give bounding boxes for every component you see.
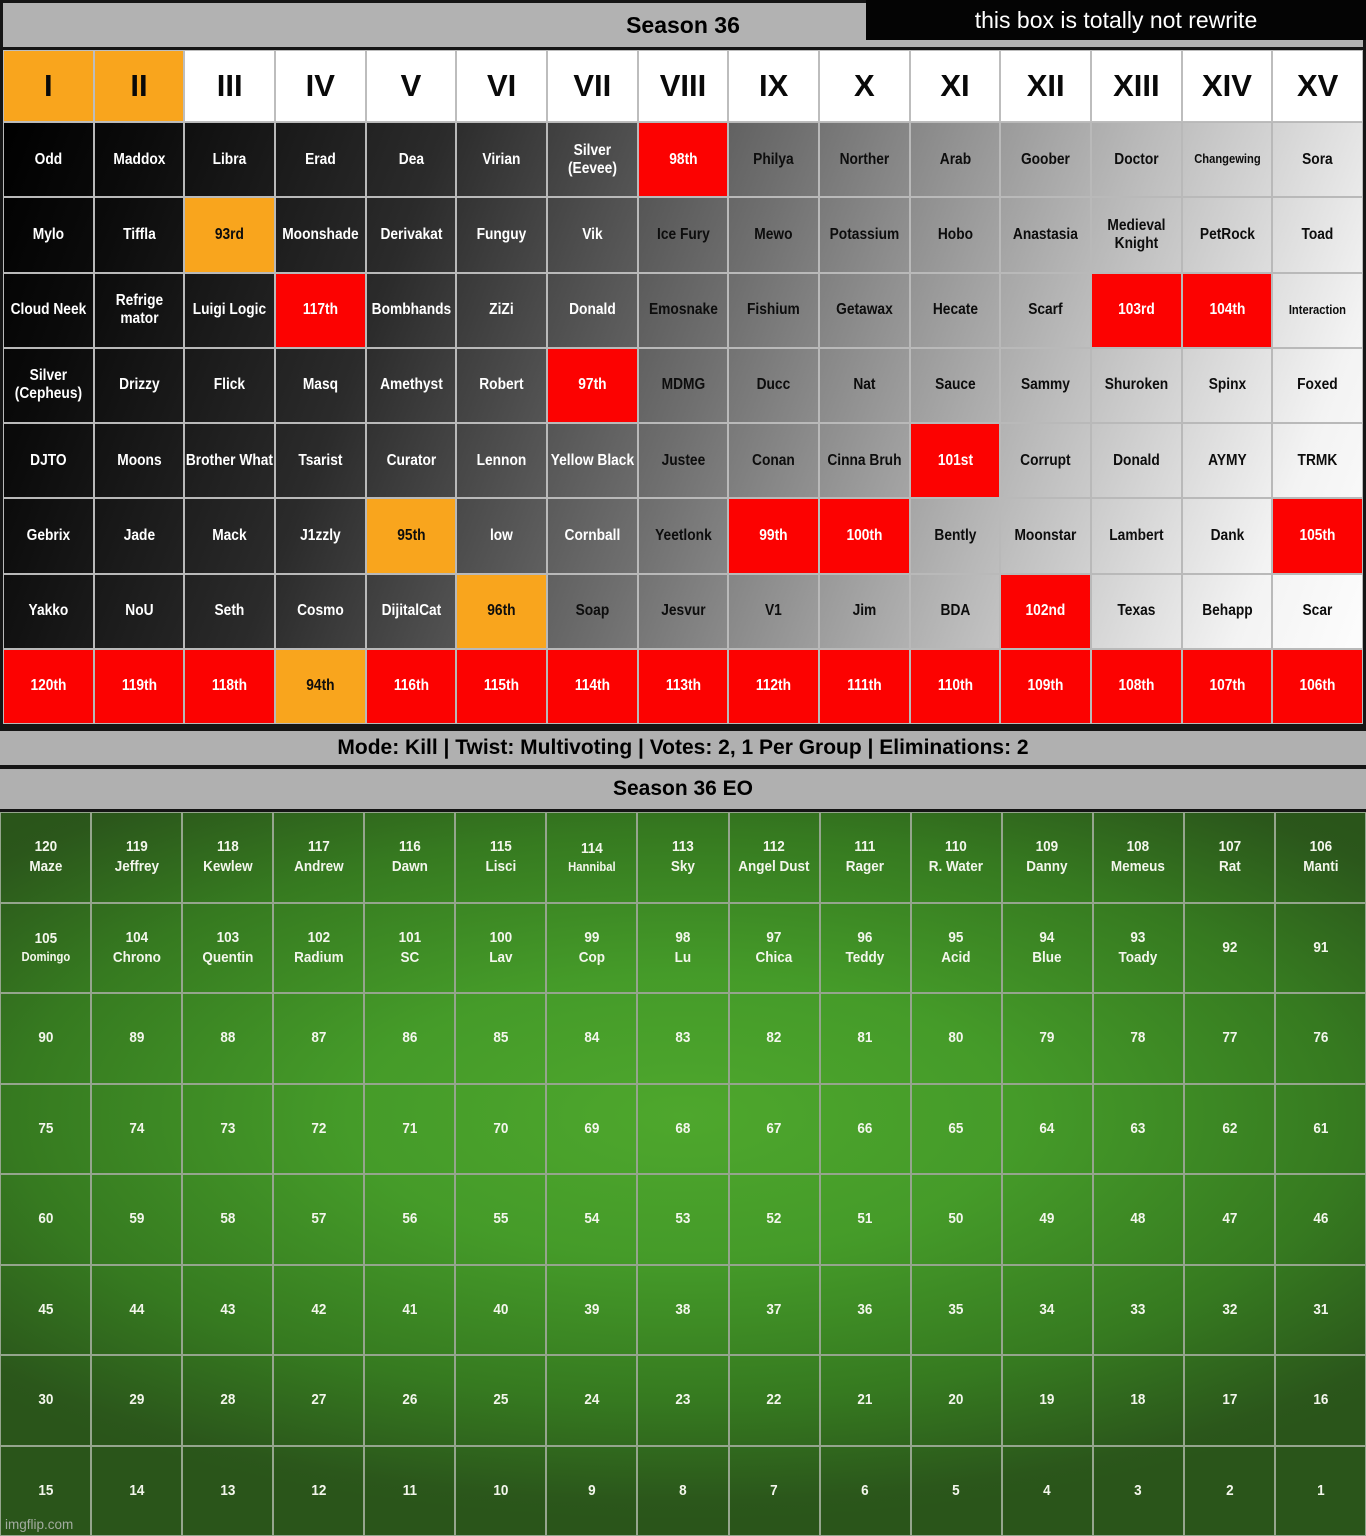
contestant-cell: Jesvur: [638, 574, 729, 649]
contestant-cell: Soap: [547, 574, 638, 649]
contestant-cell: Amethyst: [366, 348, 457, 423]
group-header-row: [3, 50, 1363, 122]
eo-rank-cell: 117 Andrew: [273, 812, 364, 903]
eo-rank-cell: 40: [455, 1265, 546, 1356]
eo-rank-cell: 28: [182, 1355, 273, 1446]
group-column-header: XII: [1000, 50, 1091, 122]
eo-rank-cell: 109 Danny: [1002, 812, 1093, 903]
contestant-cell: Libra: [184, 122, 275, 197]
eo-rank-cell: 19: [1002, 1355, 1093, 1446]
eo-rank-cell: 41: [364, 1265, 455, 1356]
placement-cell: 114th: [547, 649, 638, 724]
contestant-cell: Medieval Knight: [1091, 197, 1182, 272]
contestant-cell: Mewo: [728, 197, 819, 272]
placement-cell: 113th: [638, 649, 729, 724]
eo-rank-cell: 78: [1093, 993, 1184, 1084]
eo-rank-cell: 11: [364, 1446, 455, 1536]
placement-cell: 109th: [1000, 649, 1091, 724]
contestant-cell: Potassium: [819, 197, 910, 272]
eo-rank-cell: 69: [546, 1084, 637, 1175]
contestant-cell: Interaction: [1272, 273, 1363, 348]
mode-bar: [0, 727, 1366, 769]
eo-rank-cell: 64: [1002, 1084, 1093, 1175]
contestant-cell: Odd: [3, 122, 94, 197]
placement-cell: 104th: [1182, 273, 1273, 348]
group-column-header: XV: [1272, 50, 1363, 122]
contestant-cell: Lambert: [1091, 498, 1182, 573]
contestant-cell: Corrupt: [1000, 423, 1091, 498]
placement-cell: 103rd: [1091, 273, 1182, 348]
contestant-cell: NoU: [94, 574, 185, 649]
placement-cell: 115th: [456, 649, 547, 724]
eo-rank-cell: 100 Lav: [455, 903, 546, 994]
contestant-cell: Luigi Logic: [184, 273, 275, 348]
eo-rank-cell: 52: [729, 1174, 820, 1265]
contestant-cell: Scar: [1272, 574, 1363, 649]
contestant-cell: Philya: [728, 122, 819, 197]
placement-cell: 108th: [1091, 649, 1182, 724]
eo-rank-cell: 50: [911, 1174, 1002, 1265]
placement-cell: 105th: [1272, 498, 1363, 573]
placement-cell: 119th: [94, 649, 185, 724]
eo-rank-cell: 3: [1093, 1446, 1184, 1536]
contestant-cell: Bombhands: [366, 273, 457, 348]
placement-cell: 111th: [819, 649, 910, 724]
contestant-cell: Sammy: [1000, 348, 1091, 423]
eo-rank-cell: 4: [1002, 1446, 1093, 1536]
eo-rank-cell: 71: [364, 1084, 455, 1175]
contestant-cell: Moonstar: [1000, 498, 1091, 573]
eo-rank-cell: 76: [1275, 993, 1366, 1084]
eo-rank-cell: 49: [1002, 1174, 1093, 1265]
eo-rank-cell: 84: [546, 993, 637, 1084]
contestant-cell: Anastasia: [1000, 197, 1091, 272]
group-column-header: III: [184, 50, 275, 122]
contestant-cell: Shuroken: [1091, 348, 1182, 423]
eo-rank-cell: 16: [1275, 1355, 1366, 1446]
eo-rank-cell: 51: [820, 1174, 911, 1265]
eo-rank-cell: 45: [0, 1265, 91, 1356]
eo-rank-cell: 104 Chrono: [91, 903, 182, 994]
contestant-cell: AYMY: [1182, 423, 1273, 498]
eo-rank-cell: 89: [91, 993, 182, 1084]
eo-rank-cell: 68: [637, 1084, 728, 1175]
eo-rank-cell: 23: [637, 1355, 728, 1446]
season-table: [0, 0, 1366, 727]
contestant-cell: Goober: [1000, 122, 1091, 197]
contestant-cell: Hobo: [910, 197, 1001, 272]
eo-rank-cell: 111 Rager: [820, 812, 911, 903]
eo-rank-cell: 83: [637, 993, 728, 1084]
eo-rank-cell: 91: [1275, 903, 1366, 994]
contestant-cell: TRMK: [1272, 423, 1363, 498]
contestant-cell: Mack: [184, 498, 275, 573]
eo-rank-cell: 14: [91, 1446, 182, 1536]
eo-rank-cell: 37: [729, 1265, 820, 1356]
placement-cell: 107th: [1182, 649, 1273, 724]
eo-rank-cell: 102 Radium: [273, 903, 364, 994]
eo-rank-cell: 98 Lu: [637, 903, 728, 994]
eo-rank-cell: 47: [1184, 1174, 1275, 1265]
eo-rank-cell: 105 Domingo: [0, 903, 91, 994]
contestant-cell: Sauce: [910, 348, 1001, 423]
eo-rank-cell: 73: [182, 1084, 273, 1175]
placement-cell: 93rd: [184, 197, 275, 272]
eo-rank-cell: 93 Toady: [1093, 903, 1184, 994]
contestant-cell: Virian: [456, 122, 547, 197]
contestant-cell: Norther: [819, 122, 910, 197]
contestant-cell: Refrige mator: [94, 273, 185, 348]
eo-rank-cell: 96 Teddy: [820, 903, 911, 994]
contestant-cell: Erad: [275, 122, 366, 197]
eo-rank-cell: 65: [911, 1084, 1002, 1175]
eo-rank-cell: 26: [364, 1355, 455, 1446]
contestant-cell: Changewing: [1182, 122, 1273, 197]
eo-rank-cell: 48: [1093, 1174, 1184, 1265]
eo-rank-cell: 34: [1002, 1265, 1093, 1356]
contestant-cell: Curator: [366, 423, 457, 498]
contestant-cell: Derivakat: [366, 197, 457, 272]
eo-rank-cell: 54: [546, 1174, 637, 1265]
contestant-cell: Scarf: [1000, 273, 1091, 348]
contestant-cell: Drizzy: [94, 348, 185, 423]
eo-rank-cell: 107 Rat: [1184, 812, 1275, 903]
contestant-cell: Cosmo: [275, 574, 366, 649]
eo-rank-cell: 6: [820, 1446, 911, 1536]
eo-rank-cell: 55: [455, 1174, 546, 1265]
eo-rank-cell: 75: [0, 1084, 91, 1175]
eo-rank-cell: 9: [546, 1446, 637, 1536]
contestant-cell: Donald: [547, 273, 638, 348]
contestant-cell: Masq: [275, 348, 366, 423]
placement-cell: 101st: [910, 423, 1001, 498]
eo-rank-cell: 29: [91, 1355, 182, 1446]
contestant-cell: BDA: [910, 574, 1001, 649]
contestant-cell: Flick: [184, 348, 275, 423]
eo-rank-cell: 85: [455, 993, 546, 1084]
contestant-cell: Jade: [94, 498, 185, 573]
eo-rank-cell: 114 Hannibal: [546, 812, 637, 903]
eo-rank-cell: 44: [91, 1265, 182, 1356]
contestant-cell: Fishium: [728, 273, 819, 348]
eo-rank-cell: 106 Manti: [1275, 812, 1366, 903]
season-grid: [3, 122, 1363, 724]
contestant-cell: Cornball: [547, 498, 638, 573]
placement-cell: 98th: [638, 122, 729, 197]
eo-rank-cell: 87: [273, 993, 364, 1084]
placement-cell: 117th: [275, 273, 366, 348]
eo-rank-cell: 57: [273, 1174, 364, 1265]
group-column-header: VII: [547, 50, 638, 122]
contestant-cell: Conan: [728, 423, 819, 498]
eo-rank-cell: 90: [0, 993, 91, 1084]
contestant-cell: Texas: [1091, 574, 1182, 649]
eo-rank-cell: 63: [1093, 1084, 1184, 1175]
contestant-cell: Cloud Neek: [3, 273, 94, 348]
contestant-cell: Vik: [547, 197, 638, 272]
contestant-cell: Bently: [910, 498, 1001, 573]
eo-rank-cell: 43: [182, 1265, 273, 1356]
eo-rank-cell: 120 Maze: [0, 812, 91, 903]
contestant-cell: Tsarist: [275, 423, 366, 498]
eo-rank-cell: 24: [546, 1355, 637, 1446]
contestant-cell: Doctor: [1091, 122, 1182, 197]
contestant-cell: Silver (Cepheus): [3, 348, 94, 423]
eo-rank-cell: 81: [820, 993, 911, 1084]
contestant-cell: Funguy: [456, 197, 547, 272]
eo-rank-cell: 79: [1002, 993, 1093, 1084]
eo-rank-cell: 70: [455, 1084, 546, 1175]
contestant-cell: Lennon: [456, 423, 547, 498]
contestant-cell: DijitalCat: [366, 574, 457, 649]
eo-rank-cell: 20: [911, 1355, 1002, 1446]
contestant-cell: Spinx: [1182, 348, 1273, 423]
contestant-cell: Nat: [819, 348, 910, 423]
group-column-header: IV: [275, 50, 366, 122]
eo-rank-cell: 1: [1275, 1446, 1366, 1536]
group-column-header: X: [819, 50, 910, 122]
contestant-cell: Donald: [1091, 423, 1182, 498]
placement-cell: 100th: [819, 498, 910, 573]
eo-title-bar: [0, 769, 1366, 812]
eo-rank-cell: 59: [91, 1174, 182, 1265]
eo-rank-cell: 7: [729, 1446, 820, 1536]
eo-rank-cell: 46: [1275, 1174, 1366, 1265]
eo-rank-cell: 33: [1093, 1265, 1184, 1356]
eo-rank-cell: 53: [637, 1174, 728, 1265]
eo-rank-cell: 62: [1184, 1084, 1275, 1175]
placement-cell: 96th: [456, 574, 547, 649]
eo-rank-cell: 116 Dawn: [364, 812, 455, 903]
contestant-cell: PetRock: [1182, 197, 1273, 272]
eo-rank-cell: 115 Lisci: [455, 812, 546, 903]
eo-rank-cell: 17: [1184, 1355, 1275, 1446]
contestant-cell: Toad: [1272, 197, 1363, 272]
placement-cell: 99th: [728, 498, 819, 573]
contestant-cell: low: [456, 498, 547, 573]
eo-rank-cell: 61: [1275, 1084, 1366, 1175]
eo-rank-cell: 88: [182, 993, 273, 1084]
eo-rank-cell: 8: [637, 1446, 728, 1536]
group-column-header: XI: [910, 50, 1001, 122]
contestant-cell: Dea: [366, 122, 457, 197]
eo-rank-cell: 112 Angel Dust: [729, 812, 820, 903]
eo-rank-cell: 86: [364, 993, 455, 1084]
eo-rank-cell: 39: [546, 1265, 637, 1356]
group-column-header: VI: [456, 50, 547, 122]
eo-rank-cell: 67: [729, 1084, 820, 1175]
contestant-cell: Seth: [184, 574, 275, 649]
contestant-cell: V1: [728, 574, 819, 649]
placement-cell: 102nd: [1000, 574, 1091, 649]
mode-bar-text: Mode: Kill | Twist: Multivoting | Votes: 2, 1 Per Group | Eliminations: 2: [337, 736, 1029, 759]
eo-rank-cell: 74: [91, 1084, 182, 1175]
eo-rank-cell: 80: [911, 993, 1002, 1084]
eo-rank-cell: 92: [1184, 903, 1275, 994]
eo-rank-cell: 35: [911, 1265, 1002, 1356]
eo-rank-cell: 97 Chica: [729, 903, 820, 994]
contestant-cell: Behapp: [1182, 574, 1273, 649]
contestant-cell: Moons: [94, 423, 185, 498]
eo-rank-cell: 18: [1093, 1355, 1184, 1446]
group-column-header: V: [366, 50, 457, 122]
contestant-cell: DJTO: [3, 423, 94, 498]
watermark: imgflip.com: [5, 1517, 74, 1532]
group-column-header: IX: [728, 50, 819, 122]
contestant-cell: Maddox: [94, 122, 185, 197]
eo-rank-cell: 31: [1275, 1265, 1366, 1356]
note-box-text: this box is totally not rewrite: [974, 6, 1258, 33]
eo-rank-cell: 99 Cop: [546, 903, 637, 994]
eo-rank-cell: 66: [820, 1084, 911, 1175]
contestant-cell: Yellow Black: [547, 423, 638, 498]
group-column-header: XIV: [1182, 50, 1273, 122]
contestant-cell: Silver (Eevee): [547, 122, 638, 197]
contestant-cell: Foxed: [1272, 348, 1363, 423]
contestant-cell: Arab: [910, 122, 1001, 197]
placement-cell: 95th: [366, 498, 457, 573]
contestant-cell: MDMG: [638, 348, 729, 423]
eo-rank-cell: 22: [729, 1355, 820, 1446]
contestant-cell: Brother What: [184, 423, 275, 498]
contestant-cell: Getawax: [819, 273, 910, 348]
eo-rank-cell: 42: [273, 1265, 364, 1356]
placement-cell: 94th: [275, 649, 366, 724]
contestant-cell: J1zzly: [275, 498, 366, 573]
eo-rank-cell: 58: [182, 1174, 273, 1265]
eo-rank-cell: 113 Sky: [637, 812, 728, 903]
placement-cell: 118th: [184, 649, 275, 724]
eo-rank-cell: 94 Blue: [1002, 903, 1093, 994]
contestant-cell: Ducc: [728, 348, 819, 423]
page-title: Season 36: [626, 11, 740, 38]
eo-rank-cell: 32: [1184, 1265, 1275, 1356]
eo-rank-cell: 56: [364, 1174, 455, 1265]
contestant-cell: Dank: [1182, 498, 1273, 573]
eo-rank-cell: 101 SC: [364, 903, 455, 994]
placement-cell: 116th: [366, 649, 457, 724]
contestant-cell: Moonshade: [275, 197, 366, 272]
placement-cell: 97th: [547, 348, 638, 423]
eo-rank-cell: 77: [1184, 993, 1275, 1084]
contestant-cell: ZiZi: [456, 273, 547, 348]
placement-cell: 112th: [728, 649, 819, 724]
eo-rank-cell: 12: [273, 1446, 364, 1536]
note-box: [866, 0, 1366, 40]
eo-title: Season 36 EO: [612, 777, 754, 800]
eo-rank-cell: 82: [729, 993, 820, 1084]
contestant-cell: Hecate: [910, 273, 1001, 348]
placement-cell: 110th: [910, 649, 1001, 724]
eo-rank-cell: 5: [911, 1446, 1002, 1536]
eo-rank-cell: 72: [273, 1084, 364, 1175]
contestant-cell: Emosnake: [638, 273, 729, 348]
placement-cell: 120th: [3, 649, 94, 724]
eo-rank-cell: 110 R. Water: [911, 812, 1002, 903]
eo-rank-cell: 118 Kewlew: [182, 812, 273, 903]
eo-rank-cell: 38: [637, 1265, 728, 1356]
contestant-cell: Jim: [819, 574, 910, 649]
eo-rank-cell: 95 Acid: [911, 903, 1002, 994]
eo-rank-cell: 119 Jeffrey: [91, 812, 182, 903]
contestant-cell: Sora: [1272, 122, 1363, 197]
group-column-header: I: [3, 50, 94, 122]
contestant-cell: Tiffla: [94, 197, 185, 272]
contestant-cell: Yakko: [3, 574, 94, 649]
eo-rank-cell: 60: [0, 1174, 91, 1265]
contestant-cell: Robert: [456, 348, 547, 423]
eo-rank-cell: 36: [820, 1265, 911, 1356]
group-column-header: VIII: [638, 50, 729, 122]
eo-rank-cell: 30: [0, 1355, 91, 1446]
placement-cell: 106th: [1272, 649, 1363, 724]
contestant-cell: Yeetlonk: [638, 498, 729, 573]
eo-rank-cell: 15: [0, 1446, 91, 1536]
eo-rank-cell: 2: [1184, 1446, 1275, 1536]
eo-rank-cell: 10: [455, 1446, 546, 1536]
eo-rank-cell: 27: [273, 1355, 364, 1446]
contestant-cell: Gebrix: [3, 498, 94, 573]
eo-grid: [0, 812, 1366, 1536]
contestant-cell: Ice Fury: [638, 197, 729, 272]
group-column-header: XIII: [1091, 50, 1182, 122]
eo-rank-cell: 103 Quentin: [182, 903, 273, 994]
contestant-cell: Mylo: [3, 197, 94, 272]
group-column-header: II: [94, 50, 185, 122]
contestant-cell: Justee: [638, 423, 729, 498]
eo-rank-cell: 108 Memeus: [1093, 812, 1184, 903]
eo-rank-cell: 25: [455, 1355, 546, 1446]
contestant-cell: Cinna Bruh: [819, 423, 910, 498]
eo-rank-cell: 13: [182, 1446, 273, 1536]
eo-rank-cell: 21: [820, 1355, 911, 1446]
